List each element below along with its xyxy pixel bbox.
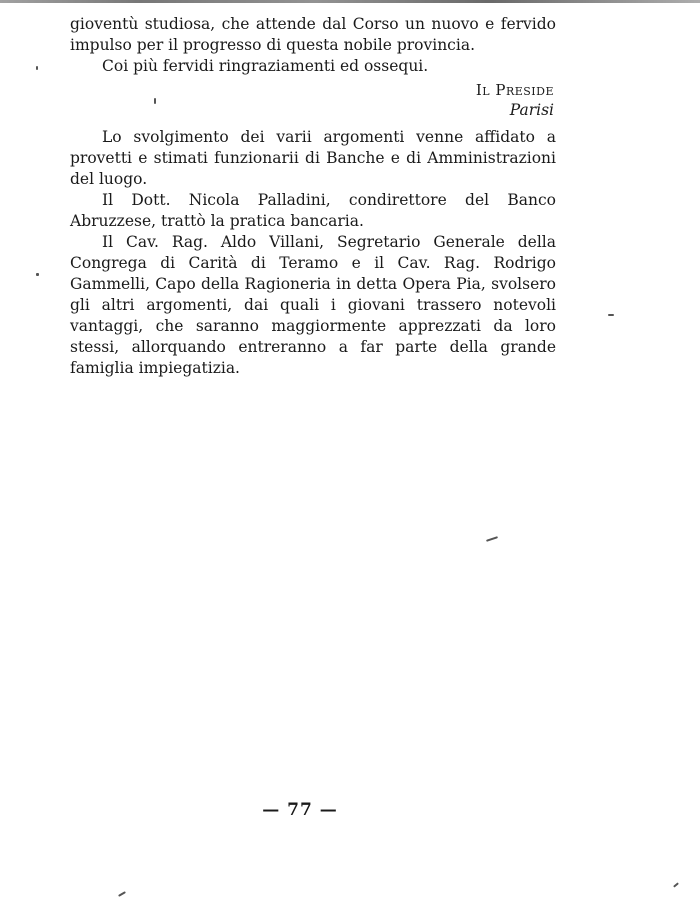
paragraph-continuation: gioventù studiosa, che attende dal Corso un nuovo e fervido impulso per il progresso di questa nobile provincia.	[70, 15, 556, 54]
scan-speck	[673, 882, 679, 887]
paragraph-thanks: Coi più fervidi ringraziamenti ed ossequi.	[102, 57, 429, 75]
page-number: — 77 —	[262, 800, 338, 820]
scan-speck	[608, 314, 614, 316]
document-body	[70, 14, 556, 379]
signature-block	[70, 80, 556, 121]
scan-speck	[36, 66, 38, 70]
signature-name: Parisi	[509, 101, 554, 119]
paragraph-topics: Lo svolgimento dei varii argomenti venne affidato a provetti e stimati funzionarii di Banche e di Amministrazioni del luogo.	[70, 128, 556, 188]
paragraph-palladini: Il Dott. Nicola Palladini, condirettore del Banco Abruzzese, trattò la pratica bancaria.	[70, 191, 556, 230]
scan-speck	[486, 536, 498, 542]
signature-role: Il Preside	[475, 81, 554, 99]
scan-speck	[118, 891, 126, 897]
scan-speck	[36, 273, 39, 276]
page-top-edge	[0, 0, 700, 3]
paragraph-villani: Il Cav. Rag. Aldo Villani, Segretario Generale della Congrega di Carità di Teramo e il Cav. Rag. Rodrigo Gammelli, Capo della Ragioneria in detta Opera Pia, svolsero gli altri argomenti, dai quali i giovani trassero notevoli vantaggi, che saranno maggiormente apprezzati da loro stessi, allorquando entreranno a far parte della grande famiglia impiegatizia.	[70, 233, 556, 377]
scan-speck	[154, 98, 156, 104]
